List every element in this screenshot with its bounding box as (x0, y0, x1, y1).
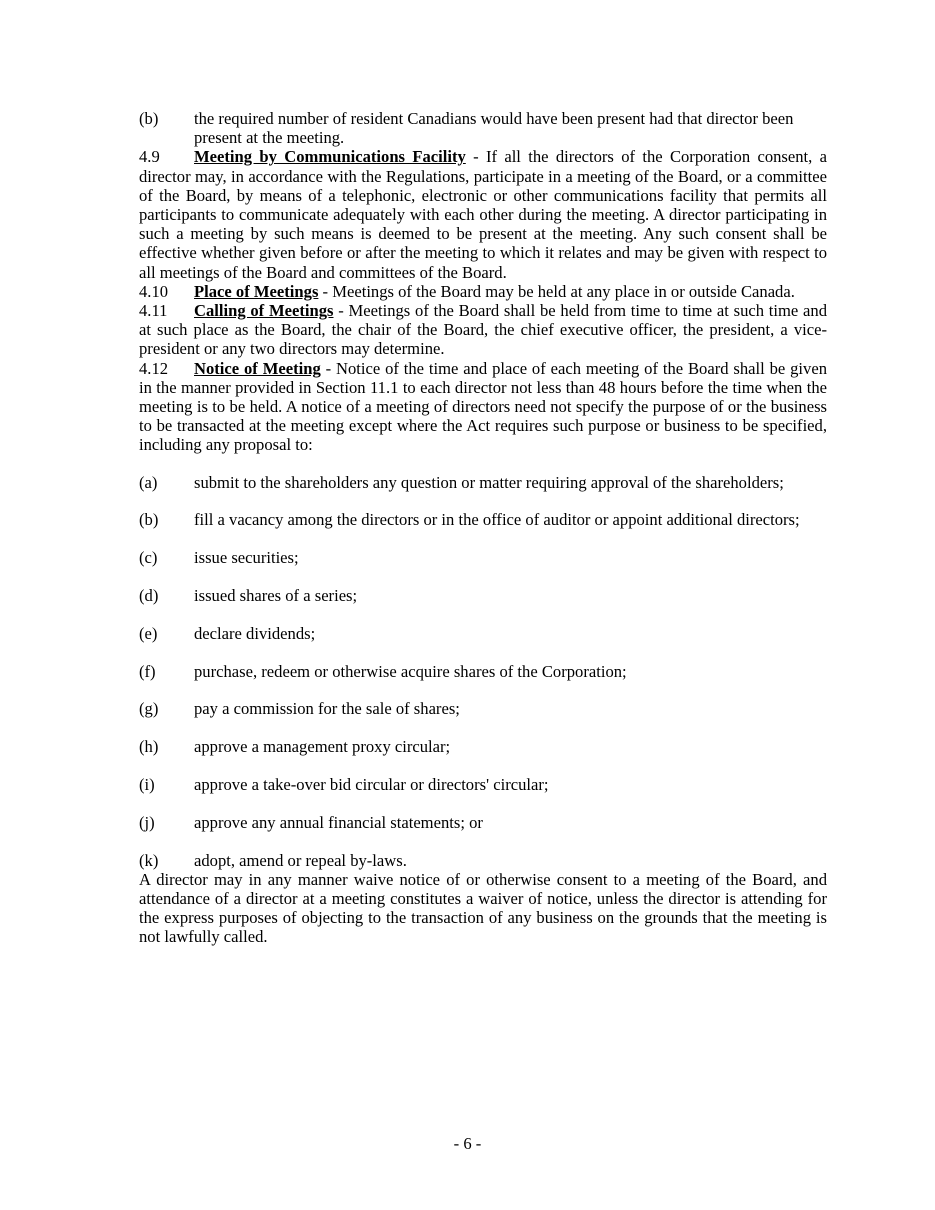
item-label: (b) (139, 109, 159, 128)
list-item-label: (e) (139, 623, 158, 643)
page-content (139, 109, 827, 947)
list-item-label: (j) (139, 812, 155, 832)
list-item-text: adopt, amend or repeal by-laws. (194, 850, 407, 870)
list-item (139, 851, 827, 870)
section-heading: Meeting by Communications Facility (194, 147, 466, 167)
list-item-text: approve any annual financial statements; or (194, 812, 483, 832)
list-item-label: (f) (139, 661, 156, 681)
list-item-text: issue securities; (194, 548, 299, 568)
list-item-label: (g) (139, 699, 159, 719)
section-text: - If all the directors of the Corporation consent, a director may, in accordance with the Regulations, participate in a meeting of the Board, or a committee of the Board, by means of a telephonic, electronic or other communications facility that permits all participants to communicate adequately with each other during the meeting. A director participating in such a meeting by such means is deemed to be present at the meeting. Any such consent shall be effective whether given before or after the meeting to which it relates and may be given with respect to all meetings of the Board and committees of the Board. (139, 147, 827, 282)
section-4-12 (139, 359, 827, 455)
list-item-text: approve a take-over bid circular or directors' circular; (194, 775, 549, 795)
section-text: - Meetings of the Board may be held at any place in or outside Canada. (318, 281, 795, 301)
section-heading: Calling of Meetings (194, 301, 334, 321)
list-item-label: (k) (139, 850, 159, 870)
list-item-text: submit to the shareholders any question or matter requiring approval of the shareholders; (194, 472, 784, 492)
list-item-label: (c) (139, 548, 158, 568)
list-item-label: (b) (139, 510, 159, 530)
list-item-text: pay a commission for the sale of shares; (194, 699, 460, 719)
section-heading: Place of Meetings (194, 281, 319, 301)
section-number: 4.12 (139, 358, 169, 378)
list-item (139, 586, 827, 605)
section-4-11 (139, 301, 827, 359)
section-number: 4.9 (139, 147, 160, 167)
continuation-item (139, 109, 827, 147)
list-item-text: declare dividends; (194, 623, 316, 643)
section-text: - Meetings of the Board shall be held from time to time at such time and at such place as the Board, the chair of the Board, the chief executive officer, the president, a vice-president or any two directors may determine. (139, 301, 827, 359)
list-item (139, 510, 827, 529)
list-item-text: fill a vacancy among the directors or in the office of auditor or appoint additional directors; (194, 510, 800, 530)
list-item (139, 775, 827, 794)
list-item (139, 737, 827, 756)
section-text: - Notice of the time and place of each meeting of the Board shall be given in the manner provided in Section 11.1 to each director not less than 48 hours before the time when the meeting is to be held. A notice of a meeting of directors need not specify the purpose of or the business to be transacted at the meeting except where the Act requires such purpose or business to be specified, including any proposal to: (139, 358, 827, 455)
list-item (139, 473, 827, 492)
list-item-label: (d) (139, 586, 159, 606)
list-item (139, 548, 827, 567)
closing-paragraph: A director may in any manner waive notice of or otherwise consent to a meeting of the Board, and attendance of a director at a meeting constitutes a waiver of notice, unless the director is attending for the express purposes of objecting to the transaction of any business on the grounds that the meeting is not lawfully called. (139, 869, 827, 947)
section-heading: Notice of Meeting (194, 358, 321, 378)
page-number: - 6 - (453, 1134, 482, 1153)
section-number: 4.11 (139, 301, 168, 321)
section-4-9 (139, 147, 827, 281)
list-item (139, 624, 827, 643)
list-item-text: purchase, redeem or otherwise acquire shares of the Corporation; (194, 661, 627, 681)
list-item (139, 662, 827, 681)
list-item (139, 699, 827, 718)
list-item-label: (i) (139, 775, 155, 795)
list-item-text: approve a management proxy circular; (194, 737, 451, 757)
list-item-text: issued shares of a series; (194, 586, 358, 606)
list-item-label: (a) (139, 472, 158, 492)
list-item-label: (h) (139, 737, 159, 757)
section-number: 4.10 (139, 281, 169, 301)
item-text: the required number of resident Canadians would have been present had that director been present at the meeting. (194, 109, 794, 148)
section-4-10 (139, 282, 827, 301)
list-item (139, 813, 827, 832)
